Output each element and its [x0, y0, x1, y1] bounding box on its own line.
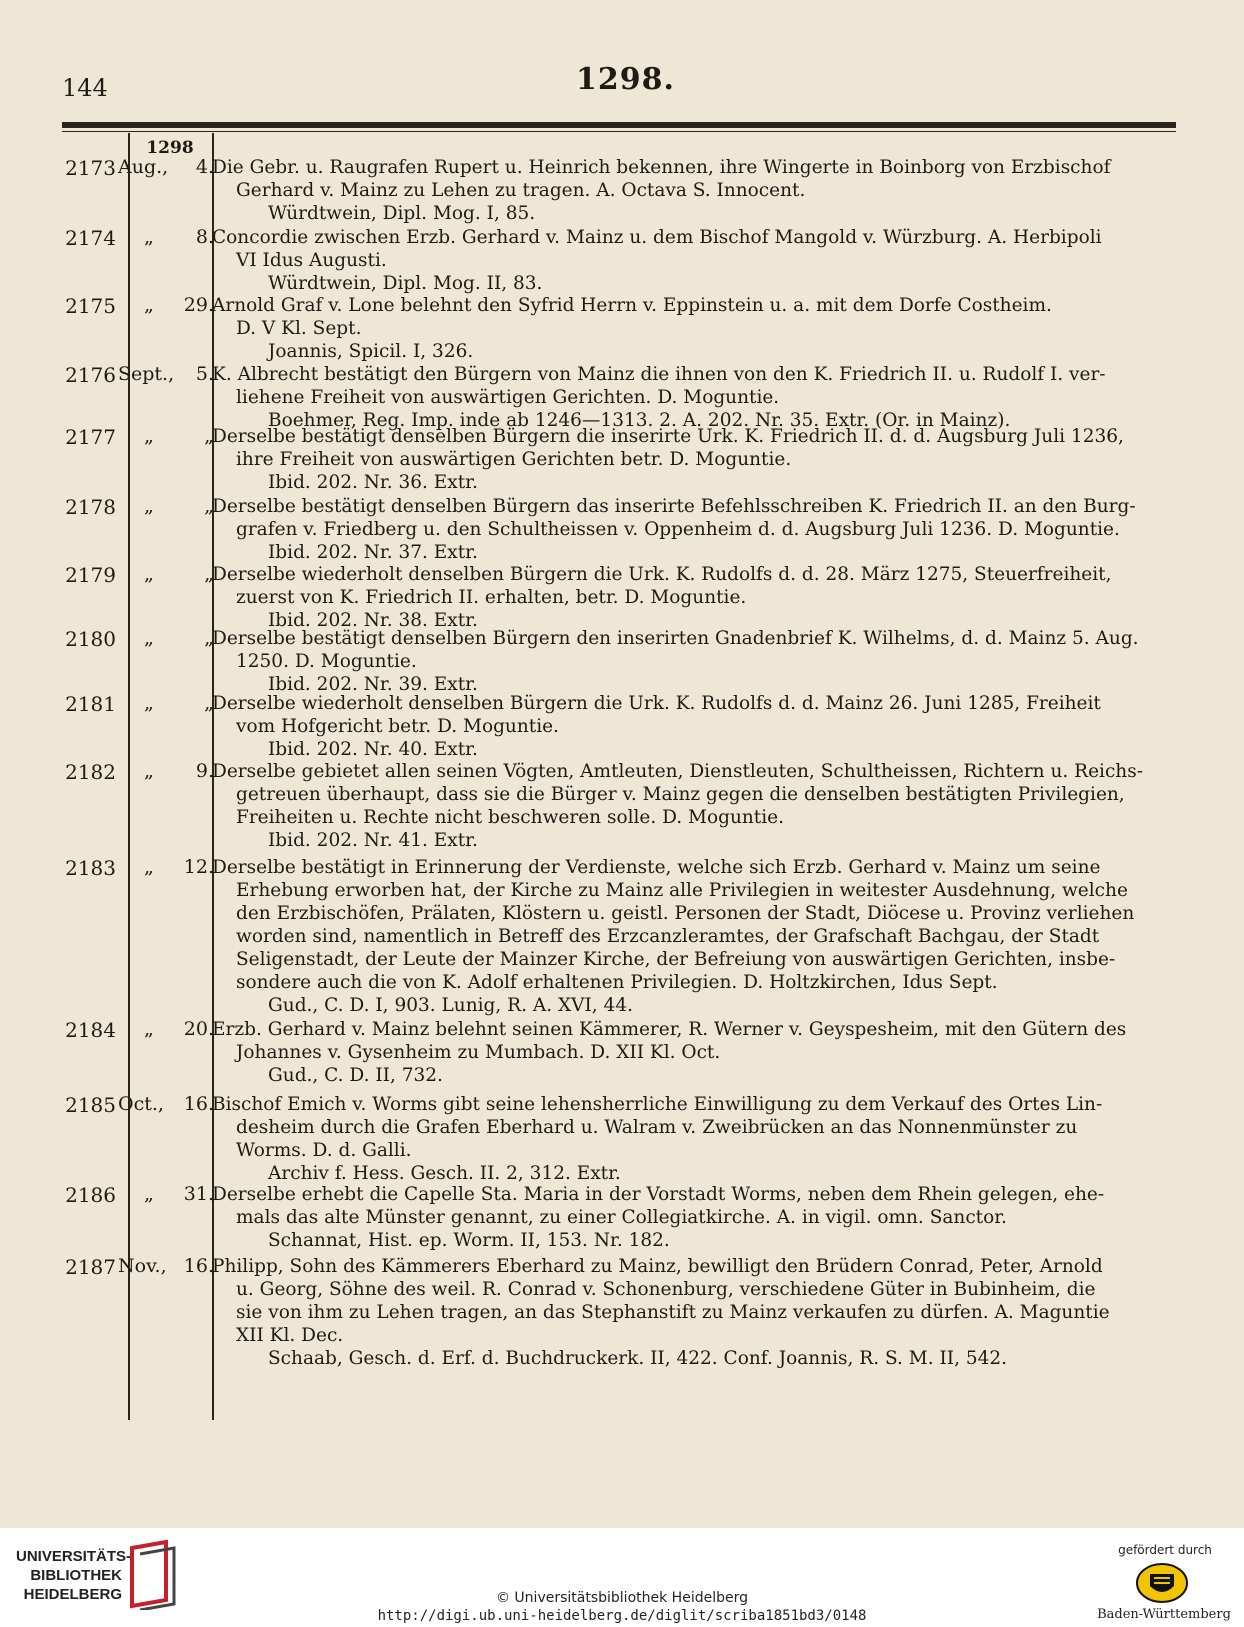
entry-number: 2176	[65, 363, 116, 387]
entry-day: 4.	[195, 156, 214, 178]
entry-text-line: K. Albrecht bestätigt den Bürgern von Mainz die ihnen von den K. Friedrich II. u. Rudolf I. ver-	[212, 364, 1106, 385]
entry-day: „	[204, 692, 214, 714]
entry-text	[212, 627, 1190, 696]
entry-text	[212, 1255, 1190, 1370]
entry-day: 16.	[183, 1093, 214, 1115]
entry-text-line: Derselbe bestätigt denselben Bürgern die inserirte Urk. K. Friedrich II. d. d. Augsburg Juli 1236,	[212, 426, 1124, 447]
header-rule	[62, 122, 1176, 128]
entry-text-line: Arnold Graf v. Lone belehnt den Syfrid Herrn v. Eppinstein u. a. mit dem Dorfe Costheim.	[212, 295, 1052, 316]
entry-source: Ibid. 202. Nr. 40. Extr.	[268, 739, 478, 760]
entry-text-line: Derselbe wiederholt denselben Bürgern die Urk. K. Rudolfs d. d. Mainz 26. Juni 1285, Freiheit	[212, 693, 1101, 714]
entry-text-line: desheim durch die Grafen Eberhard u. Walram v. Zweibrücken an das Nonnenmünster zu	[236, 1117, 1078, 1138]
entry-text-line: VI Idus Augusti.	[236, 250, 387, 271]
entry-month: Nov.,	[118, 1255, 167, 1277]
entry-month: „	[144, 495, 154, 517]
entry-text-line: ihre Freiheit von auswärtigen Gerichten betr. D. Moguntie.	[236, 449, 792, 470]
entry-number: 2180	[65, 627, 116, 651]
state-coat-of-arms-icon	[1134, 1562, 1190, 1604]
entry-text-line: getreuen überhaupt, dass sie die Bürger v. Mainz gegen die denselben bestätigten Privilegien,	[236, 784, 1125, 805]
entry-number: 2183	[65, 856, 116, 880]
entry-day: „	[204, 563, 214, 585]
permalink-url[interactable]: http://digi.ub.uni-heidelberg.de/diglit/scriba1851bd3/0148	[377, 1608, 867, 1624]
entry-source: Gud., C. D. I, 903. Lunig, R. A. XVI, 44.	[268, 995, 633, 1016]
entry-text	[212, 563, 1190, 632]
entry-text-line: Freiheiten u. Rechte nicht beschweren solle. D. Moguntie.	[236, 807, 784, 828]
entry-text-line: liehene Freiheit von auswärtigen Gerichten. D. Moguntie.	[236, 387, 780, 408]
column-year-header: 1298	[146, 138, 194, 158]
state-name: Baden-Württemberg	[1097, 1607, 1231, 1622]
entry-text-line: Erzb. Gerhard v. Mainz belehnt seinen Kämmerer, R. Werner v. Geyspesheim, mit den Gütern des	[212, 1019, 1127, 1040]
page-year-heading: 1298.	[576, 62, 675, 97]
entry-text-line: vom Hofgericht betr. D. Moguntie.	[236, 716, 559, 737]
entry-month: „	[144, 856, 154, 878]
entry-text-line: Seligenstadt, der Leute der Mainzer Kirche, der Befreiung von auswärtigen Gerichten, insbe-	[236, 949, 1116, 970]
entry-month: „	[144, 760, 154, 782]
entry-month: „	[144, 294, 154, 316]
entry-text	[212, 294, 1190, 363]
entry-number: 2173	[65, 156, 116, 180]
entry-month: „	[144, 1018, 154, 1040]
entry-text-line: Philipp, Sohn des Kämmerers Eberhard zu Mainz, bewilligt den Brüdern Conrad, Peter, Arnold	[212, 1256, 1103, 1277]
entry-month: „	[144, 692, 154, 714]
entry-month: „	[144, 563, 154, 585]
entry-text-line: worden sind, namentlich in Betreff des Erzcanzleramtes, der Grafschaft Bachgau, der Stadt	[236, 926, 1100, 947]
entry-source: Boehmer, Reg. Imp. inde ab 1246—1313. 2. A. 202. Nr. 35. Extr. (Or. in Mainz).	[268, 410, 1011, 431]
entry-month: Sept.,	[118, 363, 175, 385]
entry-number: 2186	[65, 1183, 116, 1207]
entry-number: 2175	[65, 294, 116, 318]
entry-text-line: sondere auch die von K. Adolf erhaltenen Privilegien. D. Holtzkirchen, Idus Sept.	[236, 972, 998, 993]
entry-text	[212, 226, 1190, 295]
entry-text-line: XII Kl. Dec.	[236, 1325, 344, 1346]
entry-text-line: u. Georg, Söhne des weil. R. Conrad v. Schonenburg, verschiedene Güter in Bubinheim, die	[236, 1279, 1096, 1300]
entry-text	[212, 760, 1190, 852]
entry-text	[212, 495, 1190, 564]
entry-text-line: Gerhard v. Mainz zu Lehen zu tragen. A. Octava S. Innocent.	[236, 180, 806, 201]
entry-source: Joannis, Spicil. I, 326.	[268, 341, 474, 362]
entry-day: 20.	[183, 1018, 214, 1040]
entry-number: 2181	[65, 692, 116, 716]
entry-number: 2174	[65, 226, 116, 250]
entry-number: 2179	[65, 563, 116, 587]
copyright-notice: © Universitätsbibliothek Heidelberg	[495, 1590, 748, 1606]
entry-text	[212, 156, 1190, 225]
entry-text	[212, 1093, 1190, 1185]
entry-text-line: 1250. D. Moguntie.	[236, 651, 417, 672]
entry-day: 16.	[183, 1255, 214, 1277]
entry-number: 2178	[65, 495, 116, 519]
entry-source: Ibid. 202. Nr. 37. Extr.	[268, 542, 478, 563]
entry-text-line: Erhebung erworben hat, der Kirche zu Mainz alle Privilegien in weitester Ausdehnung, welche	[236, 880, 1128, 901]
entry-text-line: Derselbe bestätigt denselben Bürgern das inserirte Befehlsschreiben K. Friedrich II. an den Burg-	[212, 496, 1136, 517]
entry-source: Archiv f. Hess. Gesch. II. 2, 312. Extr.	[268, 1163, 621, 1184]
entry-month: „	[144, 425, 154, 447]
entry-day: 5.	[195, 363, 214, 385]
entry-number: 2187	[65, 1255, 116, 1279]
entry-source: Ibid. 202. Nr. 38. Extr.	[268, 610, 478, 631]
entry-source: Gud., C. D. II, 732.	[268, 1065, 443, 1086]
entry-day: 8.	[195, 226, 214, 248]
entry-number: 2177	[65, 425, 116, 449]
entry-text-line: Johannes v. Gysenheim zu Mumbach. D. XII Kl. Oct.	[236, 1042, 721, 1063]
entry-source: Ibid. 202. Nr. 41. Extr.	[268, 830, 478, 851]
entry-text-line: Worms. D. d. Galli.	[236, 1140, 412, 1161]
entry-text-line: Derselbe wiederholt denselben Bürgern die Urk. K. Rudolfs d. d. 28. März 1275, Steuerfreiheit,	[212, 564, 1112, 585]
entry-text-line: Die Gebr. u. Raugrafen Rupert u. Heinrich bekennen, ihre Wingerte in Boinborg von Erzbischof	[212, 157, 1111, 178]
column-divider-date	[128, 133, 130, 1420]
entry-text-line: Derselbe bestätigt denselben Bürgern den inserirten Gnadenbrief K. Wilhelms, d. d. Mainz 5. Aug.	[212, 628, 1139, 649]
entry-text-line: sie von ihm zu Lehen tragen, an das Stephanstift zu Mainz verkaufen zu dürfen. A. Maguntie	[236, 1302, 1110, 1323]
entry-number: 2184	[65, 1018, 116, 1042]
entry-text-line: Derselbe erhebt die Capelle Sta. Maria in der Vorstadt Worms, neben dem Rhein gelegen, ehe-	[212, 1184, 1105, 1205]
entry-day: 12.	[183, 856, 214, 878]
entry-text	[212, 692, 1190, 761]
entry-source: Würdtwein, Dipl. Mog. I, 85.	[268, 203, 536, 224]
entry-day: 31.	[183, 1183, 214, 1205]
entry-source: Ibid. 202. Nr. 39. Extr.	[268, 674, 478, 695]
entry-month: „	[144, 226, 154, 248]
entry-day: „	[204, 495, 214, 517]
page-number: 144	[62, 74, 108, 102]
entry-source: Ibid. 202. Nr. 36. Extr.	[268, 472, 478, 493]
entry-text-line: grafen v. Friedberg u. den Schultheissen v. Oppenheim d. d. Augsburg Juli 1236. D. Moguntie.	[236, 519, 1120, 540]
entry-text	[212, 363, 1190, 432]
entry-number: 2185	[65, 1093, 116, 1117]
entry-text	[212, 856, 1190, 1017]
entry-text-line: Derselbe bestätigt in Erinnerung der Verdienste, welche sich Erzb. Gerhard v. Mainz um seine	[212, 857, 1101, 878]
header-rule-thin	[62, 131, 1176, 132]
entry-text-line: den Erzbischöfen, Prälaten, Klöstern u. geistl. Personen der Stadt, Diöcese u. Provinz verliehen	[236, 903, 1135, 924]
entry-text-line: Derselbe gebietet allen seinen Vögten, Amtleuten, Dienstleuten, Schultheissen, Richtern u. Reichs-	[212, 761, 1143, 782]
entry-text-line: zuerst von K. Friedrich II. erhalten, betr. D. Moguntie.	[236, 587, 747, 608]
entry-text-line: D. V Kl. Sept.	[236, 318, 362, 339]
entry-text	[212, 425, 1190, 494]
entry-day: 9.	[195, 760, 214, 782]
entry-day: „	[204, 425, 214, 447]
funded-by-label: gefördert durch	[1118, 1543, 1212, 1557]
entry-month: „	[144, 627, 154, 649]
entry-month: „	[144, 1183, 154, 1205]
entry-source: Schaab, Gesch. d. Erf. d. Buchdruckerk. II, 422. Conf. Joannis, R. S. M. II, 542.	[268, 1348, 1008, 1369]
entry-day: „	[204, 627, 214, 649]
entry-source: Schannat, Hist. ep. Worm. II, 153. Nr. 182.	[268, 1230, 670, 1251]
entry-text	[212, 1018, 1190, 1087]
library-name: UNIVERSITÄTS- BIBLIOTHEK HEIDELBERG	[16, 1548, 132, 1603]
entry-month: Oct.,	[118, 1093, 164, 1115]
entry-text	[212, 1183, 1190, 1252]
entry-text-line: Bischof Emich v. Worms gibt seine lehensherrliche Einwilligung zu dem Verkauf des Ortes Lin-	[212, 1094, 1103, 1115]
entry-number: 2182	[65, 760, 116, 784]
entry-source: Würdtwein, Dipl. Mog. II, 83.	[268, 273, 543, 294]
entry-month: Aug.,	[118, 156, 169, 178]
entry-text-line: mals das alte Münster genannt, zu einer Collegiatkirche. A. in vigil. omn. Sanctor.	[236, 1207, 1007, 1228]
entry-text-line: Concordie zwischen Erzb. Gerhard v. Mainz u. dem Bischof Mangold v. Würzburg. A. Herbipoli	[212, 227, 1102, 248]
entry-day: 29.	[183, 294, 214, 316]
